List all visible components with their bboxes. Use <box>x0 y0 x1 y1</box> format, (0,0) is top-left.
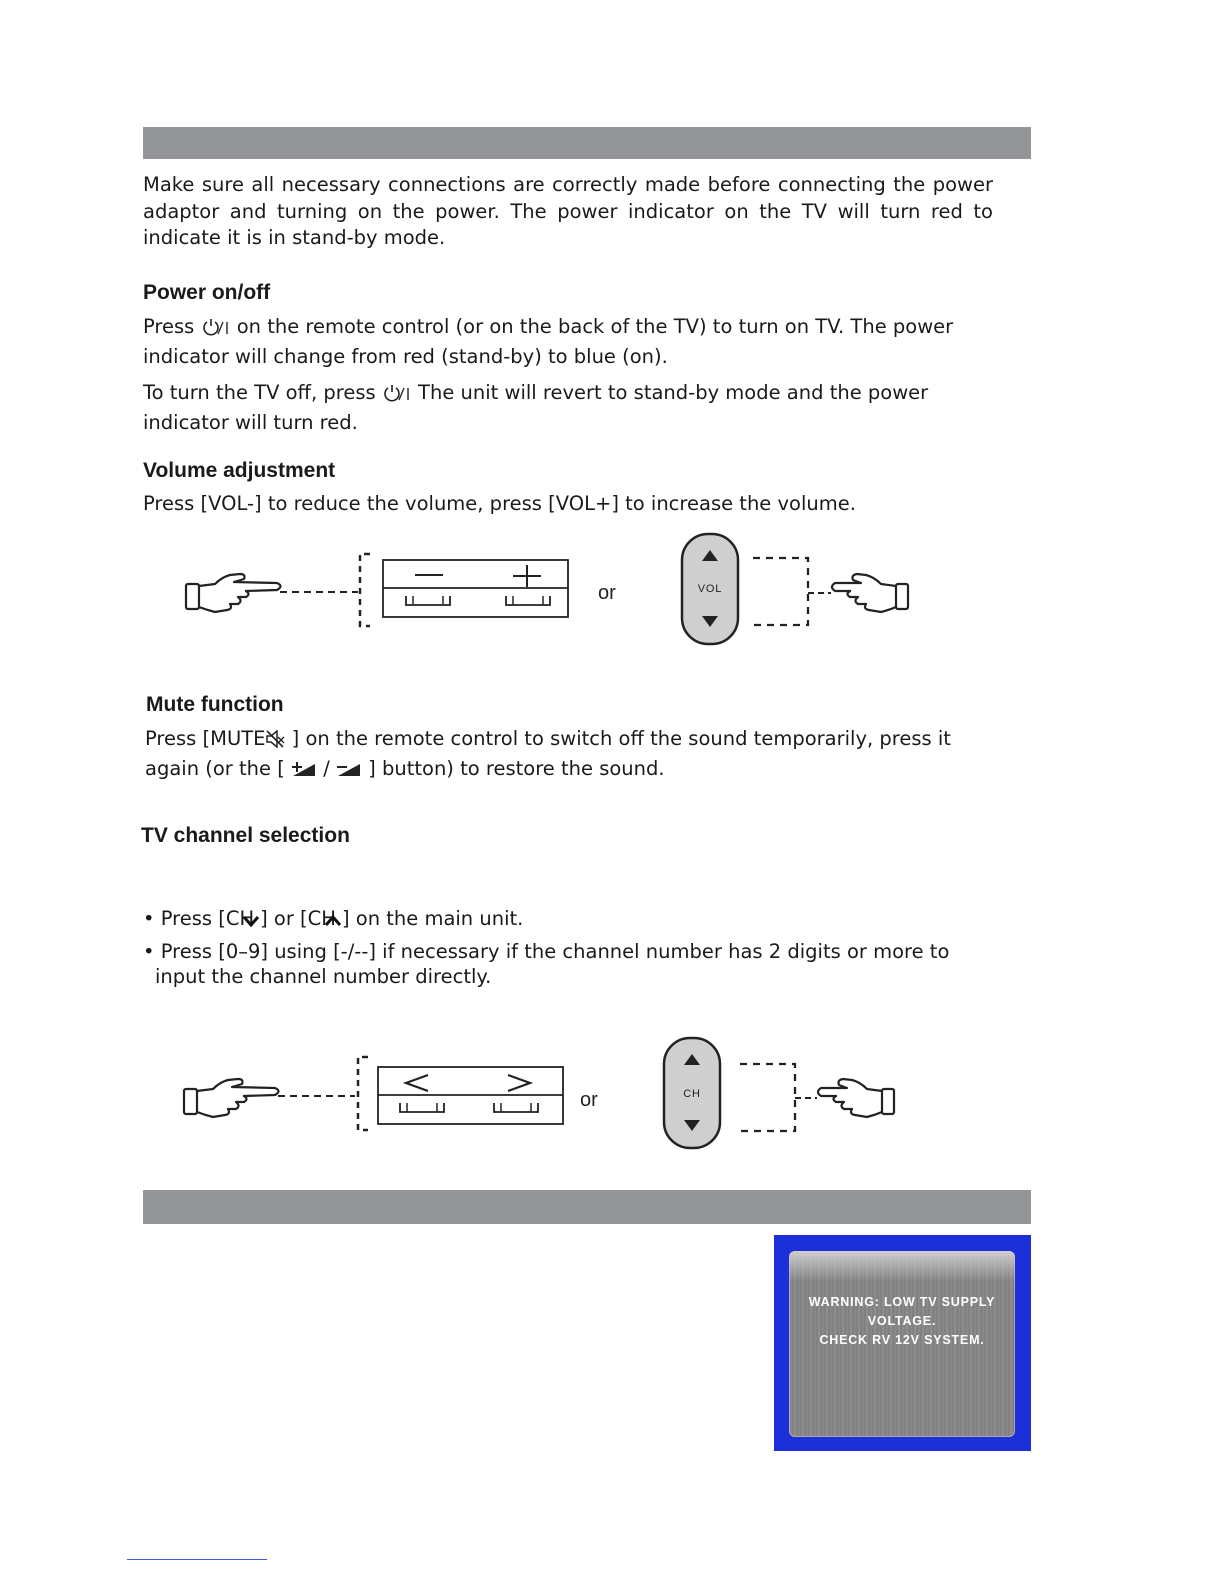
pointing-hand-icon <box>818 1079 894 1117</box>
warning-screen-panel <box>789 1251 1015 1437</box>
channel-heading: TV channel selection <box>141 824 350 847</box>
volume-paragraph: Press [VOL-] to reduce the volume, press [VOL+] to increase the volume. <box>143 492 856 515</box>
mute-paragraph <box>145 726 995 785</box>
mute-text-3: / <box>317 756 336 780</box>
channel-bullet-1 <box>143 906 1015 934</box>
volume-down-icon <box>336 759 362 786</box>
warning-line-1: WARNING: LOW TV SUPPLY <box>808 1295 996 1309</box>
volume-heading: Volume adjustment <box>143 459 336 482</box>
volume-up-icon <box>291 759 317 786</box>
low-voltage-warning-screen <box>774 1235 1031 1451</box>
or-label: or <box>580 1089 598 1111</box>
power-heading: Power on/off <box>143 281 271 304</box>
remote-volume-button <box>682 534 738 644</box>
warning-message <box>789 1293 1015 1350</box>
mute-heading: Mute function <box>146 693 284 716</box>
mute-icon <box>265 729 285 756</box>
power-on-text-end: on the remote control (or on the back of the TV) to turn on TV. The power indicator will change from red (stand-by) to blue (on). <box>143 315 954 368</box>
pointing-hand-icon <box>832 574 908 612</box>
power-standby-icon <box>382 383 412 410</box>
footer-rule <box>127 1559 267 1560</box>
mute-text-1: Press [MUTE <box>145 727 266 750</box>
power-paragraph-on <box>143 314 993 370</box>
mute-text-4: ] button) to restore the sound. <box>361 756 665 780</box>
power-paragraph-off <box>143 380 993 436</box>
or-label: or <box>598 582 616 604</box>
channel-bullet-2: • Press [0–9] using [-/--] if necessary if the channel number has 2 digits or more to input the channel number directly. <box>143 940 950 988</box>
remote-ch-label: CH <box>683 1088 701 1100</box>
warning-line-3: CHECK RV 12V SYSTEM. <box>819 1333 985 1347</box>
section-header-bar <box>143 127 1031 159</box>
power-off-text-end: The unit will revert to stand-by mode and the power indicator will turn red. <box>143 381 929 434</box>
warning-line-2: VOLTAGE. <box>867 1314 937 1328</box>
channel-bullet-1-a: • Press [CH <box>143 907 255 930</box>
channel-diagram <box>178 1035 938 1160</box>
channel-bullet-1-b: ] or [CH <box>260 907 336 930</box>
side-volume-panel <box>383 560 568 617</box>
remote-channel-button <box>664 1038 720 1148</box>
pointing-hand-icon <box>186 574 281 612</box>
remote-vol-label: VOL <box>697 583 723 595</box>
side-channel-panel <box>378 1067 563 1124</box>
volume-diagram <box>180 530 940 655</box>
power-standby-icon <box>201 317 231 344</box>
section-header-bar <box>143 1190 1031 1224</box>
power-off-text-start: To turn the TV off, press <box>143 381 382 404</box>
intro-paragraph: Make sure all necessary connections are correctly made before connecting the power adaptor and turning on the power. The power indicator on the TV will turn red to indicate it is in stand-by mode. <box>143 173 993 249</box>
pointing-hand-icon <box>184 1079 279 1117</box>
channel-bullet-1-c: ] on the main unit. <box>341 907 524 930</box>
mute-text-2: ] on the remote control to switch off the sound temporarily, press it again (or the [ <box>145 727 951 780</box>
power-on-text-start: Press <box>143 315 201 338</box>
